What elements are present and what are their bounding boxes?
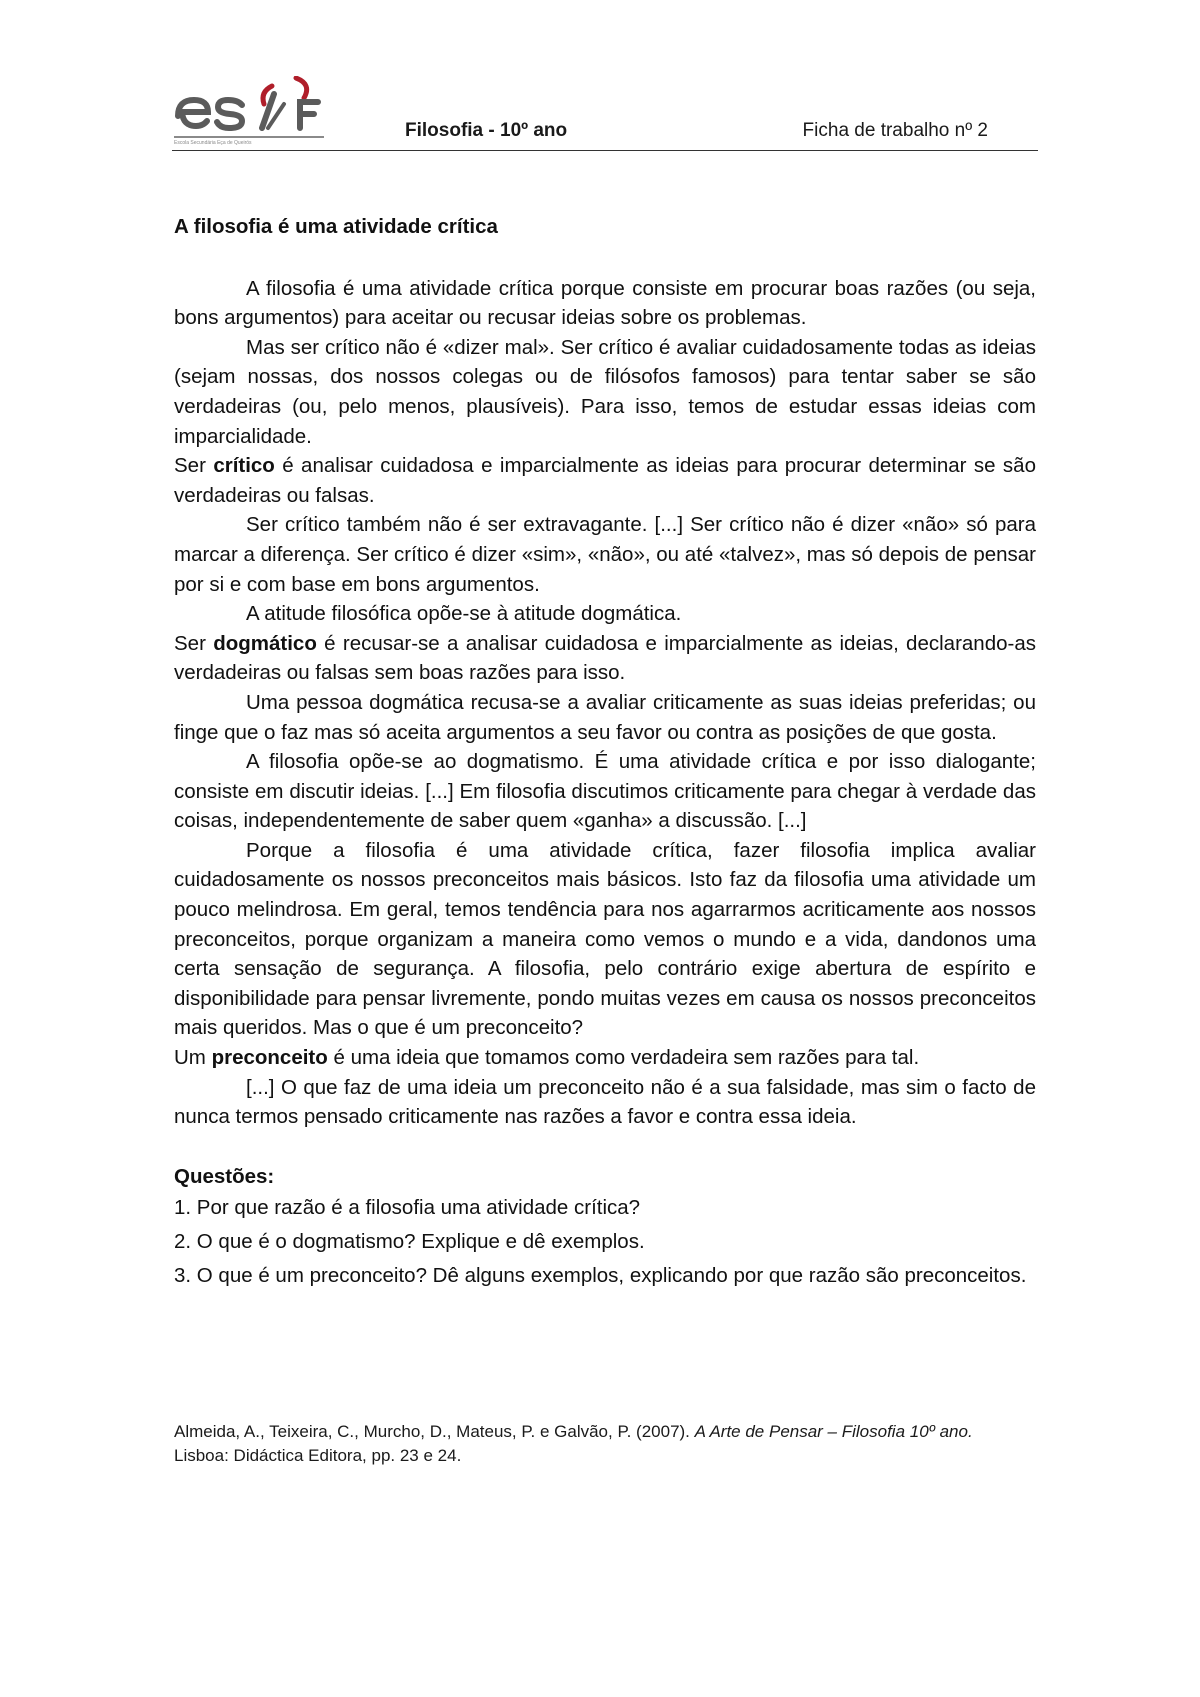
term-critico: crítico (213, 454, 275, 478)
header-sheet-number: Ficha de trabalho nº 2 (802, 120, 988, 141)
paragraph: Mas ser crítico não é «dizer mal». Ser crítico é avaliar cuidadosamente todas as ideias (sejam nossas, dos nossos colegas ou de filósofos famosos) para tentar saber se são verdadeiras (ou, pelo menos, plausíveis). Para isso, temos de estudar essas ideias com imparcialidade. (174, 335, 1036, 448)
paragraph: A filosofia opõe-se ao dogmatismo. É uma atividade crítica e por isso dialogante; consiste em discutir ideias. [...] Em filosofia discutimos criticamente para chegar à verdade das coisas, independentemente de saber quem «ganha» a discussão. [...] (174, 750, 1036, 833)
logo-graphic (172, 76, 332, 146)
reference-publisher: Lisboa: Didáctica Editora, pp. 23 e 24. (174, 1446, 462, 1465)
reference-book-title: A Arte de Pensar – Filosofia 10º ano. (694, 1422, 973, 1441)
question-item: 3. O que é um preconceito? Dê alguns exemplos, explicando por que razão são preconceitos. (174, 1263, 1027, 1287)
definition-preconceito: Um preconceito é uma ideia que tomamos como verdadeira sem razões para tal. (174, 1046, 920, 1070)
question-item: 1. Por que razão é a filosofia uma atividade crítica? (174, 1196, 641, 1220)
header-subject: Filosofia - 10º ano (405, 120, 568, 141)
school-logo (172, 76, 332, 146)
paragraph: Uma pessoa dogmática recusa-se a avaliar criticamente as suas ideias preferidas; ou finge que o faz mas só aceita argumentos a seu favor ou contra as posições de que gosta. (174, 690, 1036, 744)
paragraph: Porque a filosofia é uma atividade crítica, fazer filosofia implica avaliar cuidadosamente os nossos preconceitos mais básicos. Isto faz da filosofia uma atividade um pouco melindrosa. Em geral, temos tendência para nos agarrarmos acriticamente aos nossos preconceitos, porque organizam a maneira como vemos o mundo e a vida, dandonos uma certa sensação de segurança. A filosofia, pelo contrário exige abertura de espírito e disponibilidade para pensar livremente, pondo muitas vezes em causa os nossos preconceitos mais queridos. Mas o que é um preconceito? (174, 838, 1036, 1040)
paragraph: A filosofia é uma atividade crítica porque consiste em procurar boas razões (ou seja, bons argumentos) para aceitar ou recusar ideias sobre os problemas. (174, 276, 1036, 330)
paragraph: A atitude filosófica opõe-se à atitude dogmática. (246, 602, 682, 626)
question-item: 2. O que é o dogmatismo? Explique e dê exemplos. (174, 1230, 645, 1253)
logo-tagline: Escola Secundária Eça de Queirós (174, 140, 252, 146)
definition-critico: Ser crítico é analisar cuidadosa e imparcialmente as ideias para procurar determinar se são verdadeiras ou falsas. (174, 454, 1036, 507)
term-dogmatico: dogmático (213, 631, 317, 655)
questions-heading: Questões: (174, 1164, 275, 1188)
document-body (174, 212, 1036, 1294)
header-divider (172, 150, 1038, 151)
document-title: A filosofia é uma atividade crítica (174, 215, 498, 238)
reference-authors: Almeida, A., Teixeira, C., Murcho, D., Mateus, P. e Galvão, P. (2007). (174, 1422, 695, 1441)
bibliographic-reference (174, 1420, 1036, 1468)
term-preconceito: preconceito (211, 1046, 328, 1070)
paragraph: Ser crítico também não é ser extravagante. [...] Ser crítico não é dizer «não» só para marcar a diferença. Ser crítico é dizer «sim», «não», ou até «talvez», mas só depois de pensar por si e com base em bons argumentos. (174, 513, 1036, 596)
definition-dogmatico: Ser dogmático é recusar-se a analisar cuidadosa e imparcialmente as ideias, declarando-as verdadeiras ou falsas sem boas razões para isso. (174, 631, 1036, 685)
page-header (172, 76, 1038, 152)
paragraph: [...] O que faz de uma ideia um preconceito não é a sua falsidade, mas sim o facto de nunca termos pensado criticamente nas razões a favor e contra essa ideia. (174, 1075, 1036, 1129)
